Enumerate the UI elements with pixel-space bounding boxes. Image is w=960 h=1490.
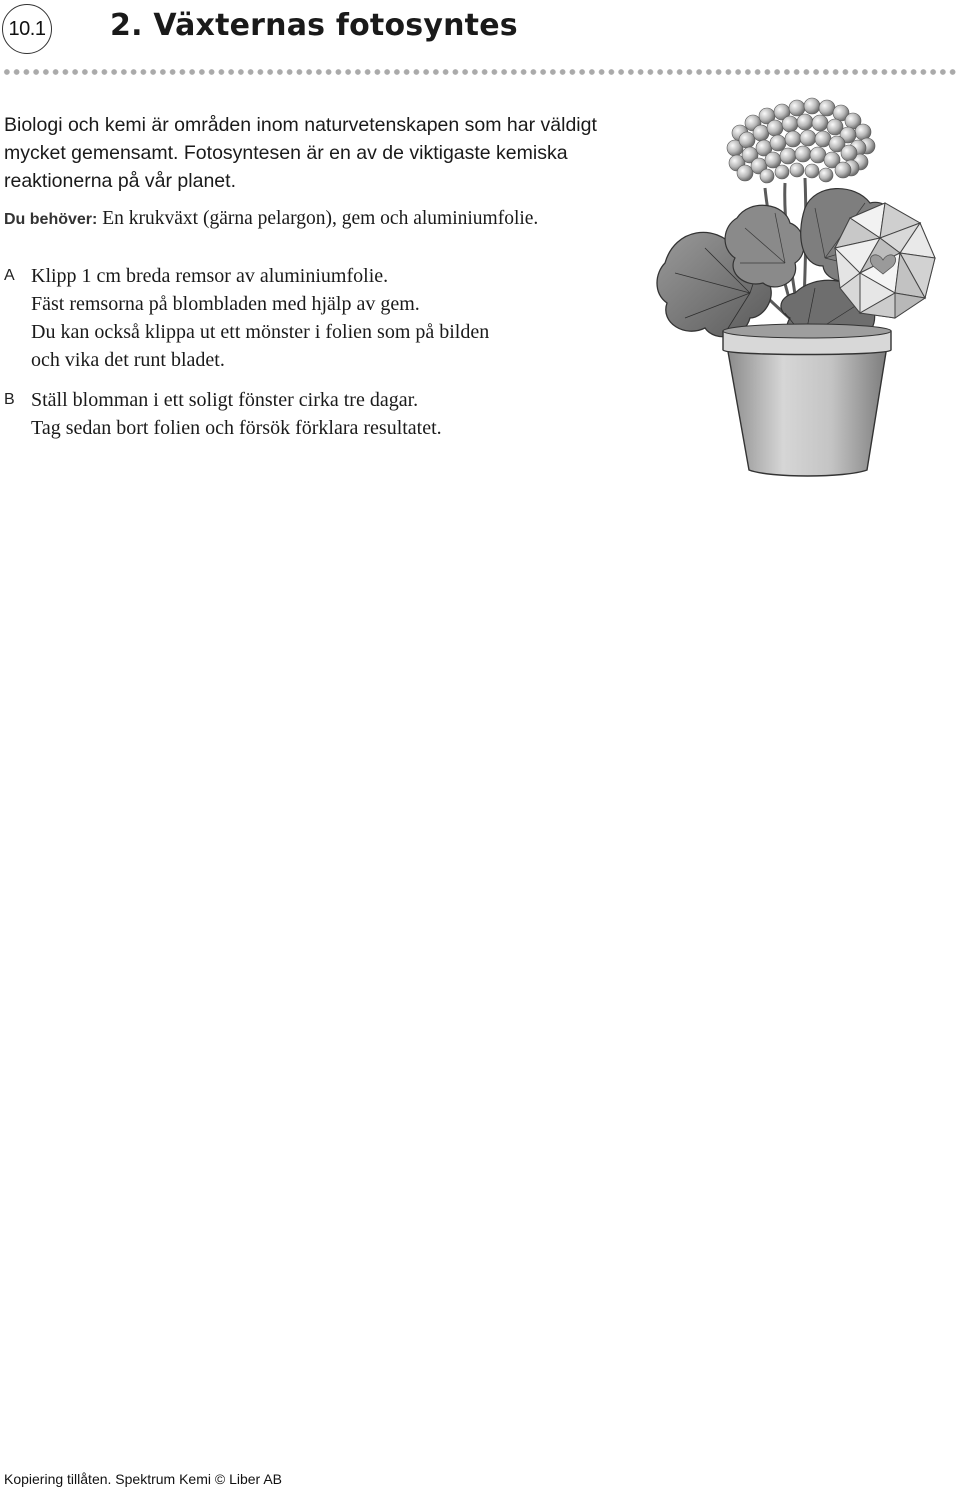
chapter-number-badge: 10.1 [2, 4, 52, 54]
step-letter: A [4, 267, 15, 284]
step-b [4, 386, 654, 442]
step-letter: B [4, 391, 15, 408]
materials-label: Du behöver: [4, 211, 98, 228]
materials-line [4, 205, 664, 234]
step-line: Ställ blomman i ett soligt fönster cirka tre dagar. [31, 389, 419, 411]
step-a [4, 262, 654, 374]
step-line: Du kan också klippa ut ett mönster i folien som på bilden [31, 321, 490, 343]
intro-paragraph: Biologi och kemi är områden inom naturvetenskapen som har väldigt mycket gemensamt. Fotosyntesen är en av de viktigaste kemiska reaktionerna på vår planet. [4, 114, 597, 192]
step-line: och vika det runt bladet. [31, 349, 225, 371]
step-line: Klipp 1 cm breda remsor av aluminiumfolie. [31, 265, 389, 287]
step-line: Fäst remsorna på blombladen med hjälp av gem. [31, 293, 420, 315]
potted-geranium-illustration [655, 88, 950, 478]
step-line: Tag sedan bort folien och försök förklara resultatet. [31, 417, 442, 439]
footer-copyright: Kopiering tillåten. Spektrum Kemi © Liber AB [4, 1471, 283, 1487]
page-title: 2. Växternas fotosyntes [110, 8, 518, 43]
dotted-divider [2, 68, 957, 76]
materials-text: En krukväxt (gärna pelargon), gem och aluminiumfolie. [102, 208, 539, 229]
